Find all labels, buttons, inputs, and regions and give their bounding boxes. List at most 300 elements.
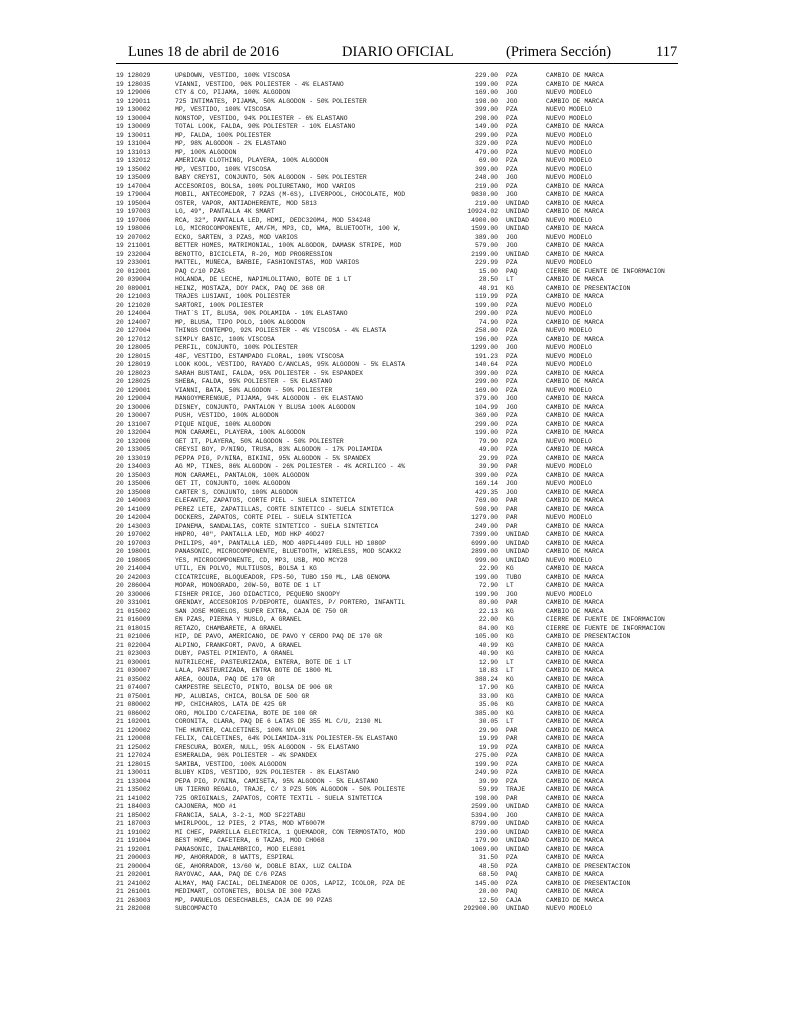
table-row (0, 667, 791, 676)
table-row (0, 421, 791, 430)
item-unit: PAR (506, 463, 518, 470)
item-price: 399.00 (474, 106, 498, 113)
table-row (0, 191, 791, 200)
item-unit: JGO (506, 811, 518, 819)
item-code: 20 130007 (116, 412, 151, 419)
table-row (0, 344, 791, 353)
item-unit: PZA (506, 454, 518, 462)
item-change-type: CAMBIO DE MARCA (546, 378, 604, 385)
item-change-type: NUEVO MODELO (546, 140, 593, 147)
item-change-type: CAMBIO DE MARCA (546, 692, 604, 700)
item-unit: JGO (506, 191, 518, 198)
item-price: 179.90 (474, 837, 498, 844)
table-row (0, 778, 791, 787)
item-code: 21 133004 (116, 777, 151, 785)
item-change-type: CAMBIO DE MARCA (546, 471, 604, 479)
item-code: 19 129006 (116, 89, 151, 96)
item-code: 20 012001 (116, 267, 151, 275)
item-price: 40.90 (478, 650, 498, 657)
item-change-type: CAMBIO DE MARCA (546, 837, 604, 844)
item-price: 379.00 (474, 395, 498, 402)
item-unit: PZA (506, 148, 518, 156)
item-code: 21 022004 (116, 641, 151, 649)
item-price: 199.90 (474, 590, 498, 598)
item-description: HOLANDA, DE LECHE, NAPIMLOLITANO, BOTE DE 1 LT (175, 276, 352, 283)
item-change-type: CIERRE DE FUENTE DE INFORMACION (546, 267, 665, 275)
item-change-type: NUEVO MODELO (546, 463, 593, 470)
item-change-type: CAMBIO DE MARCA (546, 293, 604, 300)
item-description: VIANNI, VESTIDO, 96% POLIESTER - 4% ELASTANO (175, 80, 344, 88)
item-change-type: CAMBIO DE MARCA (546, 735, 604, 742)
item-description: MP, CHICHAROS, LATA DE 425 GR (175, 701, 287, 708)
item-change-type: CAMBIO DE MARCA (546, 242, 604, 249)
item-description: VIANNI, BATA, 50% ALGODON - 50% POLIESTER (175, 386, 333, 394)
item-code: 21 185002 (116, 811, 151, 819)
item-code: 21 200004 (116, 862, 151, 870)
item-price: 399.00 (474, 471, 498, 479)
item-unit: PZA (506, 752, 518, 759)
item-description: GE, AHORRADOR, 13/60 W, DOBLE BIAX, LUZ CALIDA (175, 862, 352, 870)
item-price: 39.99 (478, 777, 498, 785)
item-description: HEINZ, MOSTAZA, DOY PACK, PAQ DE 368 GR (175, 284, 325, 292)
item-unit: TUBO (506, 573, 522, 581)
item-price: 196.00 (474, 335, 498, 343)
item-description: PERFIL, CONJUNTO, 100% POLIESTER (175, 344, 298, 351)
item-price: 2199.00 (471, 250, 498, 258)
table-row (0, 234, 791, 243)
item-description: FELIX, CALCETINES, 64% POLIAMIDA-31% POLIESTER-5% ELASTANO (175, 735, 398, 742)
item-unit: PZA (506, 743, 518, 751)
item-code: 20 128025 (116, 378, 151, 385)
item-unit: JGO (506, 395, 518, 402)
item-change-type: CAMBIO DE MARCA (546, 794, 604, 802)
item-code: 21 016009 (116, 616, 151, 623)
item-change-type: NUEVO MODELO (546, 259, 593, 266)
item-price: 12.50 (478, 896, 498, 904)
item-unit: UNIDAD (506, 539, 530, 547)
item-unit: PZA (506, 106, 518, 113)
item-code: 21 021006 (116, 633, 151, 640)
item-description: MP, VESTIDO, 100% VISCOSA (175, 165, 271, 173)
item-price: 68.50 (478, 871, 498, 878)
table-row (0, 752, 791, 761)
item-code: 19 179004 (116, 191, 151, 198)
item-price: 219.00 (474, 199, 498, 207)
item-description: MOBIL, ANTECOMEDOR, 7 PZAS (M-6S), LIVERPOOL, CHOCOLATE, MOD (175, 191, 406, 198)
table-row (0, 327, 791, 336)
item-change-type: CAMBIO DE MARCA (546, 208, 604, 215)
item-code: 20 197003 (116, 539, 151, 547)
item-description: AREA, GOUDA, PAQ DE 170 GR (175, 675, 275, 683)
item-change-type: CAMBIO DE MARCA (546, 896, 604, 904)
item-code: 21 023003 (116, 650, 151, 657)
item-code: 21 282008 (116, 905, 151, 912)
item-price: 31.50 (478, 854, 498, 861)
item-price: 598.90 (474, 505, 498, 513)
table-row (0, 803, 791, 812)
item-description: ALMAY, MAQ FACIAL, DELINEADOR DE OJOS, LAPIZ, ICOLOR, PZA DE (175, 879, 406, 887)
item-description: CORONITA, CLARA, PAQ DE 6 LATAS DE 355 ML C/U, 2130 ML (175, 718, 383, 725)
item-description: MP, AHORRADOR, 8 WATTS, ESPIRAL (175, 854, 294, 861)
item-description: FRANCIA, SALA, 3-2-1, MOD SF22TABU (175, 811, 306, 819)
table-row (0, 98, 791, 107)
item-unit: PZA (506, 760, 518, 768)
item-unit: PAR (506, 735, 518, 742)
item-change-type: CAMBIO DE MARCA (546, 675, 604, 683)
item-price: 329.00 (474, 140, 498, 147)
item-change-type: CAMBIO DE MARCA (546, 548, 604, 555)
page-header (128, 44, 678, 64)
item-description: NONSTOP, VESTIDO, 94% POLIESTER - 6% ELASTANO (175, 114, 348, 122)
item-price: 2899.00 (471, 548, 498, 555)
table-row (0, 863, 791, 872)
item-change-type: CIERRE DE FUENTE DE INFORMACION (546, 624, 665, 632)
item-unit: PAQ (506, 871, 518, 878)
table-row (0, 225, 791, 234)
table-row (0, 404, 791, 413)
item-price: 1299.00 (471, 344, 498, 351)
table-row (0, 625, 791, 634)
table-row (0, 183, 791, 192)
item-price: 6999.00 (471, 539, 498, 547)
item-price: 89.00 (478, 599, 498, 606)
item-unit: PZA (506, 131, 518, 139)
item-unit: JGO (506, 488, 518, 496)
item-code: 21 102001 (116, 718, 151, 725)
item-price: 2599.00 (471, 803, 498, 810)
item-unit: PZA (506, 335, 518, 343)
item-code: 19 130002 (116, 106, 151, 113)
item-code: 20 135003 (116, 471, 151, 479)
item-unit: JGO (506, 480, 518, 487)
table-row (0, 259, 791, 268)
item-unit: PZA (506, 80, 518, 88)
item-price: 149.00 (474, 123, 498, 130)
item-description: MANGOYMERENGUE, PIJAMA, 94% ALGODON - 6% ELASTANO (175, 395, 363, 402)
item-change-type: CAMBIO DE MARCA (546, 123, 604, 130)
item-price: 48.50 (478, 862, 498, 870)
item-change-type: NUEVO MODELO (546, 386, 593, 394)
table-row (0, 140, 791, 149)
item-price: 5394.00 (471, 811, 498, 819)
item-change-type: CAMBIO DE MARCA (546, 760, 604, 768)
item-code: 20 141009 (116, 505, 151, 513)
item-price: 258.00 (474, 327, 498, 334)
item-description: MON CARAMEL, PANTALON, 100% ALGODON (175, 471, 310, 479)
item-change-type: CAMBIO DE MARCA (546, 820, 604, 827)
item-price: 7399.00 (471, 531, 498, 538)
item-change-type: CAMBIO DE MARCA (546, 225, 604, 232)
item-change-type: CAMBIO DE MARCA (546, 599, 604, 606)
item-description: 725 INTIMATES, PIJAMA, 50% ALGODON - 50% POLIESTER (175, 97, 367, 105)
item-unit: UNIDAD (506, 216, 530, 224)
item-change-type: CAMBIO DE MARCA (546, 752, 604, 759)
item-change-type: CAMBIO DE MARCA (546, 845, 604, 853)
item-unit: PZA (506, 378, 518, 385)
item-unit: JGO (506, 403, 518, 411)
item-price: 169.14 (474, 480, 498, 487)
item-unit: PAR (506, 497, 518, 504)
item-code: 20 129004 (116, 395, 151, 402)
item-change-type: NUEVO MODELO (546, 437, 593, 445)
table-row (0, 693, 791, 702)
item-unit: PZA (506, 879, 518, 887)
item-unit: UNIDAD (506, 845, 530, 853)
item-code: 20 128015 (116, 352, 151, 360)
table-row (0, 81, 791, 90)
item-price: 35.06 (478, 701, 498, 708)
table-row (0, 786, 791, 795)
item-unit: TRAJE (506, 786, 526, 793)
item-price: 18.83 (478, 667, 498, 674)
item-description: FRESCURA, BOXER, NULL, 95% ALGODON - 5% ELASTANO (175, 743, 360, 751)
item-code: 21 200003 (116, 854, 151, 861)
item-description: SARTORI, 100% POLIESTER (175, 301, 264, 309)
item-change-type: CAMBIO DE MARCA (546, 769, 604, 776)
item-description: SAN JOSE MORELOS, SUPER EXTRA, CAJA DE 750 GR (175, 607, 348, 615)
item-unit: PZA (506, 352, 518, 360)
table-row (0, 166, 791, 175)
item-change-type: CAMBIO DE MARCA (546, 250, 604, 258)
table-row (0, 174, 791, 183)
table-row (0, 200, 791, 209)
item-code: 20 089001 (116, 284, 151, 292)
item-price: 248.00 (474, 174, 498, 181)
item-change-type: CAMBIO DE MARCA (546, 318, 604, 326)
item-change-type: CAMBIO DE MARCA (546, 786, 604, 793)
item-price: 299.00 (474, 378, 498, 385)
item-unit: LT (506, 582, 514, 589)
item-description: WHIRLPOOL, 12 PIES, 2 PTAS, MOD WT6007M (175, 820, 325, 827)
item-change-type: CAMBIO DE MARCA (546, 505, 604, 513)
item-description: ACCESORIOS, BOLSA, 100% POLIURETANO, MOD VARIOS (175, 182, 356, 190)
table-row (0, 506, 791, 515)
item-change-type: CAMBIO DE MARCA (546, 182, 604, 190)
item-code: 21 128015 (116, 760, 151, 768)
table-row (0, 480, 791, 489)
item-code: 20 198001 (116, 548, 151, 555)
table-row (0, 310, 791, 319)
item-code: 21 263003 (116, 896, 151, 904)
item-price: 299.00 (474, 420, 498, 428)
table-row (0, 633, 791, 642)
item-code: 19 197006 (116, 216, 151, 224)
item-code: 19 232004 (116, 250, 151, 258)
item-unit: JGO (506, 233, 518, 241)
item-price: 199.00 (474, 80, 498, 88)
item-price: 1069.00 (471, 845, 498, 853)
header-divider (116, 63, 678, 64)
item-code: 20 330006 (116, 590, 151, 598)
item-code: 19 135002 (116, 165, 151, 173)
table-row (0, 472, 791, 481)
item-description: CAMPESTRE SELECTO, PINTO, BOLSA DE 906 GR (175, 684, 333, 691)
item-code: 19 131004 (116, 140, 151, 147)
item-description: MP, 100% ALGODON (175, 148, 237, 156)
item-description: CICATRICURE, BLOQUEADOR, FPS-50, TUBO 150 ML, LAB GENOMA (175, 573, 390, 581)
item-code: 20 127004 (116, 327, 151, 334)
item-code: 19 129011 (116, 97, 151, 105)
item-unit: PZA (506, 310, 518, 317)
table-row (0, 370, 791, 379)
item-code: 19 128035 (116, 80, 151, 88)
item-price: 198.00 (474, 794, 498, 802)
item-unit: PAR (506, 794, 518, 802)
item-change-type: CAMBIO DE MARCA (546, 667, 604, 674)
item-price: 479.00 (474, 148, 498, 156)
item-unit: UNIDAD (506, 803, 530, 810)
table-row (0, 769, 791, 778)
item-change-type: CAMBIO DE MARCA (546, 539, 604, 547)
item-price: 40.99 (478, 641, 498, 649)
item-change-type: NUEVO MODELO (546, 216, 593, 224)
item-description: 725 ORIGINALS, ZAPATOS, CORTE TEXTIL - SUELA SINTETICA (175, 794, 383, 802)
item-change-type: NUEVO MODELO (546, 157, 593, 164)
item-code: 20 039004 (116, 276, 151, 283)
item-price: 769.00 (474, 497, 498, 504)
item-code: 19 135009 (116, 174, 151, 181)
table-row (0, 361, 791, 370)
table-row (0, 412, 791, 421)
table-row (0, 132, 791, 141)
item-unit: PZA (506, 318, 518, 326)
table-row (0, 251, 791, 260)
item-price: 399.00 (474, 165, 498, 173)
item-price: 48.91 (478, 284, 498, 292)
item-unit: CAJA (506, 896, 522, 904)
table-row (0, 854, 791, 863)
table-row (0, 302, 791, 311)
item-change-type: NUEVO MODELO (546, 233, 593, 241)
item-description: CREYSI BOY, P/NIÑO, TRUSA, 83% ALGODON - 17% POLIAMIDA (175, 446, 383, 453)
table-row (0, 608, 791, 617)
item-change-type: NUEVO MODELO (546, 89, 593, 96)
item-change-type: NUEVO MODELO (546, 327, 593, 334)
item-price: 19.99 (478, 735, 498, 742)
table-row (0, 812, 791, 821)
item-description: ESMERALDA, 96% POLIESTER - 4% SPANDEX (175, 752, 317, 759)
table-row (0, 599, 791, 608)
item-code: 19 211001 (116, 242, 151, 249)
item-code: 20 131007 (116, 420, 151, 428)
item-unit: UNIDAD (506, 905, 530, 912)
item-price: 999.00 (474, 556, 498, 564)
item-price: 79.90 (478, 437, 498, 445)
item-price: 22.13 (478, 607, 498, 615)
item-change-type: CAMBIO DE MARCA (546, 607, 604, 615)
item-code: 19 131013 (116, 148, 151, 156)
table-row (0, 676, 791, 685)
item-description: PEPPA PIG, P/NIÑA, BIKINI, 95% ALGODON - 5% SPANDEX (175, 454, 371, 462)
table-row (0, 761, 791, 770)
item-unit: PZA (506, 114, 518, 122)
table-row (0, 455, 791, 464)
item-price: 104.99 (474, 403, 498, 411)
item-unit: PAR (506, 726, 518, 734)
item-unit: PZA (506, 165, 518, 173)
item-code: 20 134003 (116, 463, 151, 470)
item-change-type: NUEVO MODELO (546, 114, 593, 122)
item-unit: PZA (506, 386, 518, 394)
item-price: 1599.00 (471, 225, 498, 232)
item-unit: UNIDAD (506, 199, 530, 207)
table-row (0, 727, 791, 736)
table-row (0, 157, 791, 166)
table-row (0, 106, 791, 115)
price-table (0, 72, 791, 914)
item-change-type: CAMBIO DE MARCA (546, 97, 604, 105)
item-code: 21 125002 (116, 743, 151, 751)
item-unit: KG (506, 641, 514, 649)
item-unit: UNIDAD (506, 225, 530, 232)
item-description: UN TIERNO REGALO, TRAJE, C/ 3 PZS 50% ALGODON - 50% POLIESTE (175, 786, 406, 793)
item-description: IPANEMA, SANDALIAS, CORTE SINTETICO - SUELA SINTETICA (175, 522, 379, 530)
item-change-type: CAMBIO DE MARCA (546, 454, 604, 462)
item-change-type: CAMBIO DE MARCA (546, 641, 604, 649)
item-unit: PZA (506, 140, 518, 147)
item-price: 389.00 (474, 233, 498, 241)
item-price: 49.00 (478, 446, 498, 453)
item-description: MP, 98% ALGODON - 2% ELASTANO (175, 140, 287, 147)
item-change-type: NUEVO MODELO (546, 344, 593, 351)
item-change-type: CAMBIO DE MARCA (546, 565, 604, 572)
item-price: 292900.00 (463, 905, 498, 912)
item-price: 1279.00 (471, 514, 498, 521)
item-description: AG MP, TINES, 86% ALGODON - 26% POLIESTER - 4% ACRILICO - 4% (175, 463, 406, 470)
item-change-type: CAMBIO DE MARCA (546, 888, 604, 895)
table-row (0, 710, 791, 719)
item-price: 4900.00 (471, 216, 498, 224)
item-unit: PAQ (506, 888, 518, 895)
item-unit: PZA (506, 446, 518, 453)
item-price: 105.00 (474, 633, 498, 640)
item-change-type: CAMBIO DE MARCA (546, 531, 604, 538)
item-change-type: CAMBIO DE MARCA (546, 684, 604, 691)
item-code: 20 127012 (116, 335, 151, 343)
item-unit: JGO (506, 89, 518, 96)
item-unit: PZA (506, 157, 518, 164)
table-row (0, 285, 791, 294)
item-code: 20 214004 (116, 565, 151, 572)
table-row (0, 735, 791, 744)
item-code: 20 128005 (116, 344, 151, 351)
item-code: 21 135002 (116, 786, 151, 793)
item-unit: PZA (506, 777, 518, 785)
item-change-type: NUEVO MODELO (546, 131, 593, 139)
item-code: 19 233001 (116, 259, 151, 266)
item-code: 19 130011 (116, 131, 151, 139)
table-row (0, 123, 791, 132)
item-code: 20 133019 (116, 454, 151, 462)
item-change-type: NUEVO MODELO (546, 352, 593, 360)
item-description: CAJONERA, MOD #1 (175, 803, 237, 810)
table-row (0, 659, 791, 668)
table-row (0, 718, 791, 727)
item-change-type: CAMBIO DE PRESENTACION (546, 879, 631, 887)
table-row (0, 378, 791, 387)
item-code: 20 143003 (116, 522, 151, 530)
item-description: TRAJES LUSIANI, 100% POLIESTER (175, 293, 291, 300)
item-unit: KG (506, 709, 514, 717)
item-description: PUSH, VESTIDO, 100% ALGODON (175, 412, 279, 419)
item-code: 19 197003 (116, 208, 151, 215)
item-price: 198.00 (474, 97, 498, 105)
item-unit: PZA (506, 420, 518, 428)
item-unit: LT (506, 276, 514, 283)
item-code: 19 128029 (116, 72, 151, 79)
item-change-type: NUEVO MODELO (546, 310, 593, 317)
item-description: HIP, DE PAVO, AMERICANO, DE PAVO Y CERDO PAQ DE 170 GR (175, 633, 383, 640)
